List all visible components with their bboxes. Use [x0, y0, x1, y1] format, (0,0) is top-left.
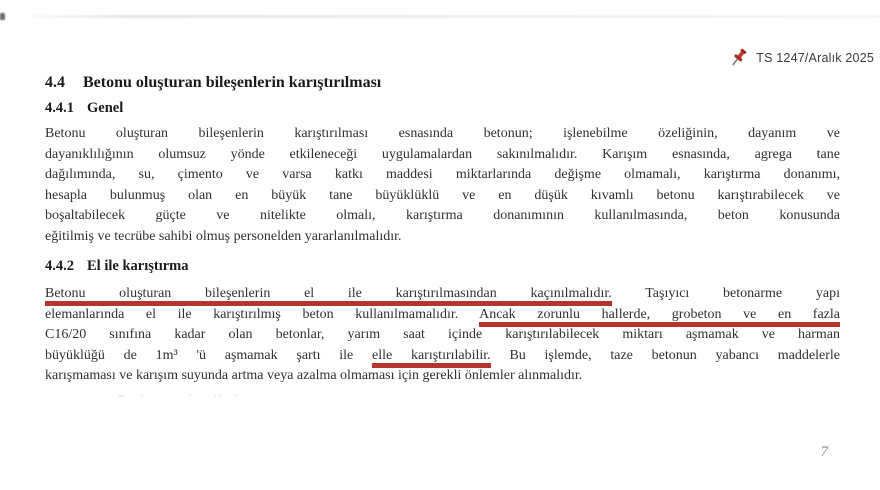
text-segment: büyüklüğü de 1m³ 'ü aşmamak şartı ile	[45, 347, 372, 363]
text-segment: eğitilmiş ve tecrübe sahibi olmuş personelden yararlanılmalıdır.	[45, 228, 402, 244]
text-line	[45, 206, 840, 227]
red-underlined-text: Ancak zorunlu hallerde, grobeton ve en fazla	[479, 307, 840, 327]
section-heading-4-4	[45, 74, 840, 92]
text-segment: C16/20 sınıfına kadar olan betonlar, yarım saat içinde karıştırılabilecek miktarı aşmamak ve harman	[45, 327, 840, 342]
page-edge-mark	[0, 13, 5, 20]
section-title: Genel	[87, 100, 124, 116]
text-line	[45, 284, 840, 305]
text-line	[45, 124, 840, 145]
pushpin-icon	[728, 46, 750, 70]
paragraph-genel	[45, 124, 840, 247]
section-title: El ile karıştırma	[87, 258, 189, 274]
page-number: 7	[820, 444, 828, 460]
section-heading-4-4-1	[45, 100, 840, 117]
text-segment: dayanıklılığının olumsuz yönde etkileneceği uygulamalardan sakınılmalıdır. Karışım esnasında, agrega tane	[45, 146, 840, 162]
section-heading-4-4-2	[45, 258, 840, 275]
text-line	[45, 305, 840, 326]
text-line	[45, 227, 840, 248]
text-segment: Taşıyıcı betonarme yapı	[611, 286, 840, 301]
text-segment: Betonu oluşturan bileşenlerin karıştırılması esnasında betonun; işlenebilme özeliğinin, dayanım ve	[45, 126, 840, 141]
text-segment: karışmaması ve karışım suyunda artma veya azalma olmaması için gerekli önlemler alınmalıdır.	[45, 368, 583, 383]
previous-page-edge	[30, 15, 880, 18]
text-segment: elemanlarında el ile karıştırılmış beton kullanılmamalıdır.	[45, 306, 480, 322]
text-line	[45, 165, 840, 186]
text-line	[45, 325, 840, 346]
text-segment: boşaltabilecek güçte ve nitelikte olmalı, karıştırma donanımının kullanılmasında, beton konusunda	[45, 208, 840, 223]
red-underlined-text: Betonu oluşturan bileşenlerin el ile karıştırılmasından kaçınılmalıdır.	[45, 286, 612, 306]
section-number: 4.4.1	[45, 100, 74, 116]
faded-text-remnant: – · · ·· ·	[118, 390, 240, 402]
red-underlined-text: elle karıştırılabilir.	[372, 348, 491, 368]
section-title: Betonu oluşturan bileşenlerin karıştırılması	[83, 74, 382, 91]
section-number: 4.4.2	[45, 258, 74, 274]
section-number: 4.4	[45, 74, 65, 91]
text-line	[45, 366, 840, 387]
text-line	[45, 145, 840, 166]
text-segment: Bu işlemde, taze betonun yabancı maddelerle	[490, 347, 840, 363]
text-segment: dağılımında, su, çimento ve varsa katkı maddesi miktarlarında değişme olmamalı, karıştırma donanımı,	[45, 167, 840, 182]
document-reference	[728, 46, 874, 70]
text-line	[45, 346, 840, 367]
paragraph-el-ile-karistirma	[45, 284, 840, 387]
text-line	[45, 186, 840, 207]
doc-ref-label: TS 1247/Aralık 2025	[756, 51, 874, 65]
text-segment: hesapla bulunmuş olan en büyük tane büyüklüklü ve en düşük kıvamlı betonu karıştırabilecek ve	[45, 187, 840, 203]
